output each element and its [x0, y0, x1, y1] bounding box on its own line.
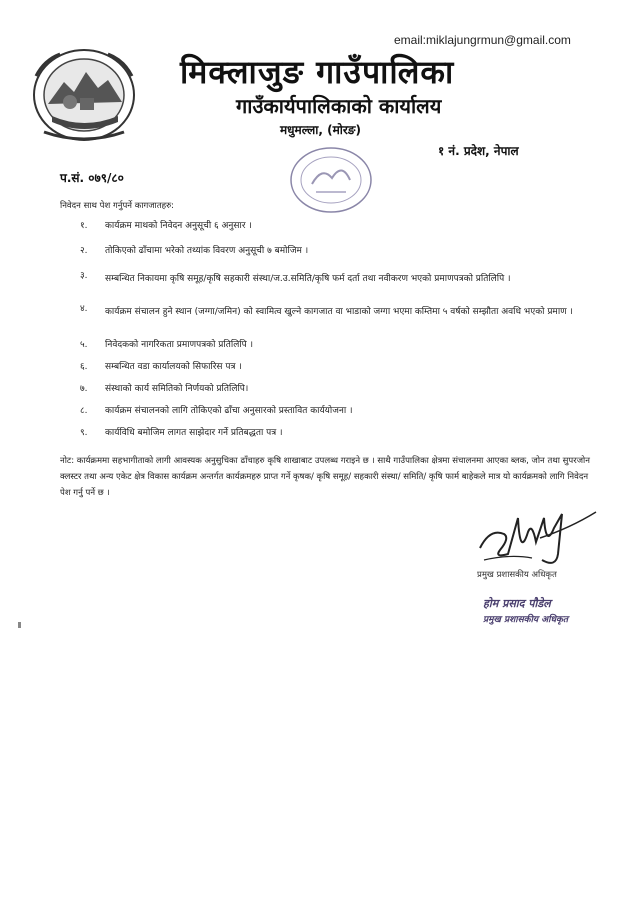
reference-number: प.सं. ०७९/८० [60, 171, 124, 185]
list-item-text: सम्बन्धित निकायमा कृषि समूह/कृषि सहकारी संस्था/ज.उ.समिति/कृषि फर्म दर्ता तथा नवीकरण भएको प्रमाणपत्रको प्रतिलिपि । [105, 274, 511, 284]
municipality-title: मिक्लाजुङ गाउँपालिका [180, 53, 455, 91]
list-item [60, 405, 600, 417]
note-paragraph: नोट: कार्यक्रममा सहभागीताको लागी आवस्यक अनुसुचिका ढाँचाहरु कृषि शाखाबाट उपलब्ध गराइने छ । साथै गाउँपालिका क्षेत्रमा संचालनमा आएका ब्लक, जोन तथा सुपरजोन क्लस्टर तथा अन्य एकेट क्षेत्र विकास कार्यक्रम अन्तर्गत कार्यक्रमहरु प्राप्त गर्ने कृषक/ कृषि समूह/ सहकारी संस्था/ समिति/ कृषि फार्म बाहेकले मात्र यो कार्यक्रमको लागि निवेदन पेश गर्नु पर्ने छ । [60, 456, 590, 498]
list-item-number: ४. [80, 304, 88, 314]
list-item [60, 427, 600, 439]
list-item [60, 220, 600, 232]
intro-text: निवेदन साथ पेश गर्नुपर्ने कागजातहरु: [60, 201, 175, 211]
list-item-text: कार्यक्रम संचालनको लागि तोकिएको ढाँचा अनुसारको प्रस्तावित कार्ययोजना । [105, 406, 353, 416]
list-item-number: ९. [80, 428, 88, 438]
list-item [60, 361, 600, 373]
list-item-text: कार्यविधि बमोजिम लागत साझेदार गर्ने प्रतिबद्धता पत्र । [105, 428, 283, 438]
list-item-text: निवेदकको नागरिकता प्रमाणपत्रको प्रतिलिपि । [105, 340, 254, 350]
email-address: email:miklajungrmun@gmail.com [394, 33, 571, 47]
signature-icon [470, 498, 600, 570]
province-label: १ नं. प्रदेश, नेपाल [438, 144, 519, 158]
list-item-number: ५. [80, 340, 88, 350]
list-item-number: ८. [80, 406, 88, 416]
designation-stamp: प्रमुख प्रशासकीय अधिकृत [483, 615, 569, 625]
list-item-text: सम्बन्धित वडा कार्यालयको सिफारिस पत्र । [105, 362, 242, 372]
signatory-title: प्रमुख प्रशासकीय अधिकृत [477, 570, 557, 580]
list-item-text: संस्थाको कार्य समितिको निर्णयको प्रतिलिपि। [105, 384, 249, 394]
list-item [60, 383, 600, 395]
list-item-number: १. [80, 221, 88, 231]
list-item [60, 245, 600, 257]
list-item-text: तोकिएको ढाँचामा भरेको तथ्यांक विवरण अनुसूची ७ बमोजिम । [105, 246, 309, 256]
list-item-number: २. [80, 246, 88, 256]
office-stamp-icon [286, 144, 376, 216]
scan-mark [18, 622, 21, 628]
list-item-number: ६. [80, 362, 88, 372]
office-address: मधुमल्ला, (मोरङ) [280, 123, 361, 137]
list-item-text: कार्यक्रम माथको निवेदन अनुसूची ६ अनुसार । [105, 221, 252, 231]
document-list [60, 220, 600, 439]
government-emblem-icon [30, 46, 138, 144]
name-stamp: होम प्रसाद पौडेल [483, 597, 551, 610]
list-item [60, 270, 600, 289]
list-item [60, 339, 600, 351]
list-item-number: ३. [80, 271, 88, 281]
list-item-text: कार्यक्रम संचालन हुने स्थान (जग्गा/जमिन) को स्वामित्व खुल्ने कागजात वा भाडाको जग्गा भएमा कम्तिमा ५ वर्षको सम्झौता अवधि भएको प्रमाण । [105, 307, 573, 317]
list-item [60, 303, 600, 322]
office-subtitle: गाउँकार्यपालिकाको कार्यालय [236, 94, 442, 118]
list-item-number: ७. [80, 384, 88, 394]
